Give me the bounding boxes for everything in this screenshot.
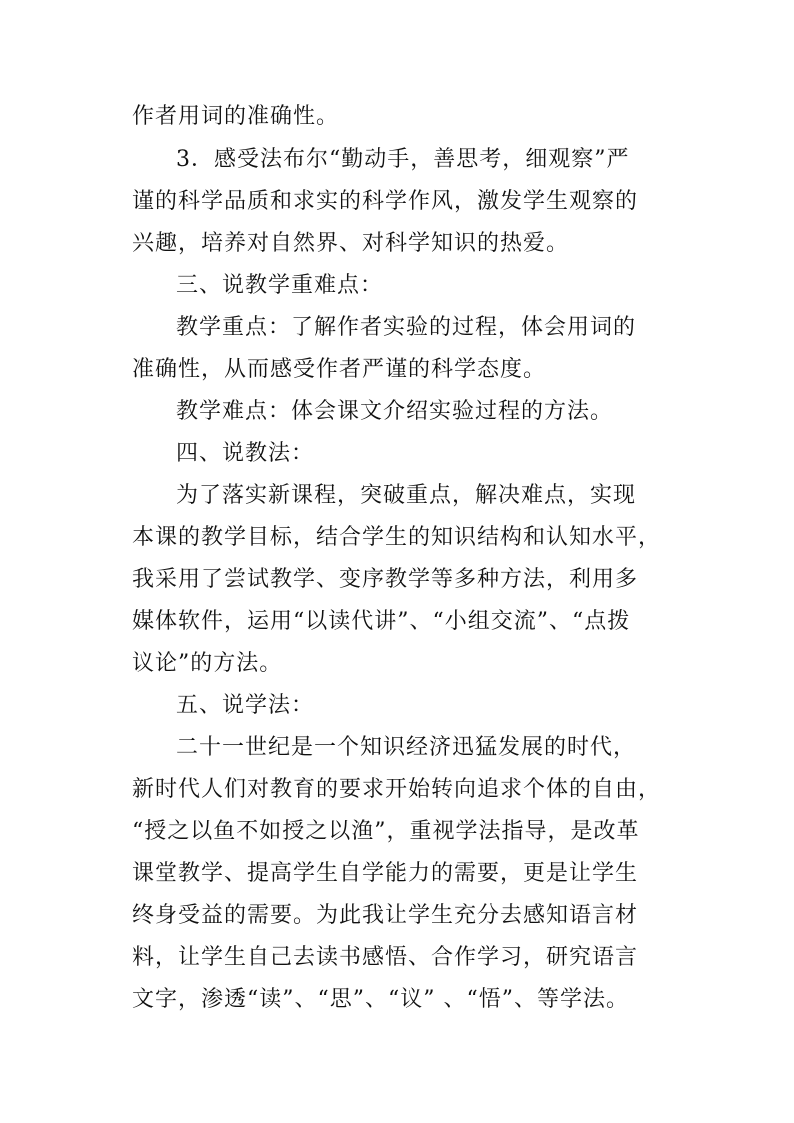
text-line: 我采用了尝试教学、变序教学等多种方法，利用多	[132, 567, 639, 592]
text-line: 媒体软件，运用“以读代讲”、“小组交流”、“点拨	[132, 609, 631, 634]
section-heading: 三、说教学重难点：	[176, 273, 384, 298]
text-line: 兴趣，培养对自然界、对科学知识的热爱。	[132, 231, 570, 256]
text-line: 谨的科学品质和求实的科学作风，激发学生观察的	[132, 189, 639, 214]
text-line: 新时代人们对教育的要求开始转向追求个体的自由，	[132, 777, 662, 802]
text-line: 文字，渗透“读”、“思”、“议” 、“悟”、等学法。	[132, 987, 629, 1012]
text-line: “授之以鱼不如授之以渔”，重视学法指导，是改革	[132, 819, 640, 844]
text-line: 作者用词的准确性。	[132, 104, 340, 129]
text-line: 教学重点：了解作者实验的过程，体会用词的	[176, 315, 637, 340]
text-line: 本课的教学目标，结合学生的知识结构和认知水平，	[132, 525, 662, 550]
text-line: 准确性，从而感受作者严谨的科学态度。	[132, 357, 547, 382]
text-line: 3．感受法布尔“勤动手，善思考，细观察”严	[176, 147, 630, 172]
text-line: 议论”的方法。	[132, 651, 283, 676]
text-line: 料，让学生自己去读书感悟、合作学习，研究语言	[132, 945, 639, 970]
text-line: 课堂教学、提高学生自学能力的需要，更是让学生	[132, 861, 639, 886]
text-line: 终身受益的需要。为此我让学生充分去感知语言材	[132, 903, 639, 928]
section-heading: 五、说学法：	[176, 693, 315, 718]
text-line: 为了落实新课程，突破重点，解决难点，实现	[176, 483, 637, 508]
section-heading: 四、说教法：	[176, 441, 315, 466]
text-line: 教学难点：体会课文介绍实验过程的方法。	[176, 399, 614, 424]
text-line: 二十一世纪是一个知识经济迅猛发展的时代，	[176, 735, 637, 760]
